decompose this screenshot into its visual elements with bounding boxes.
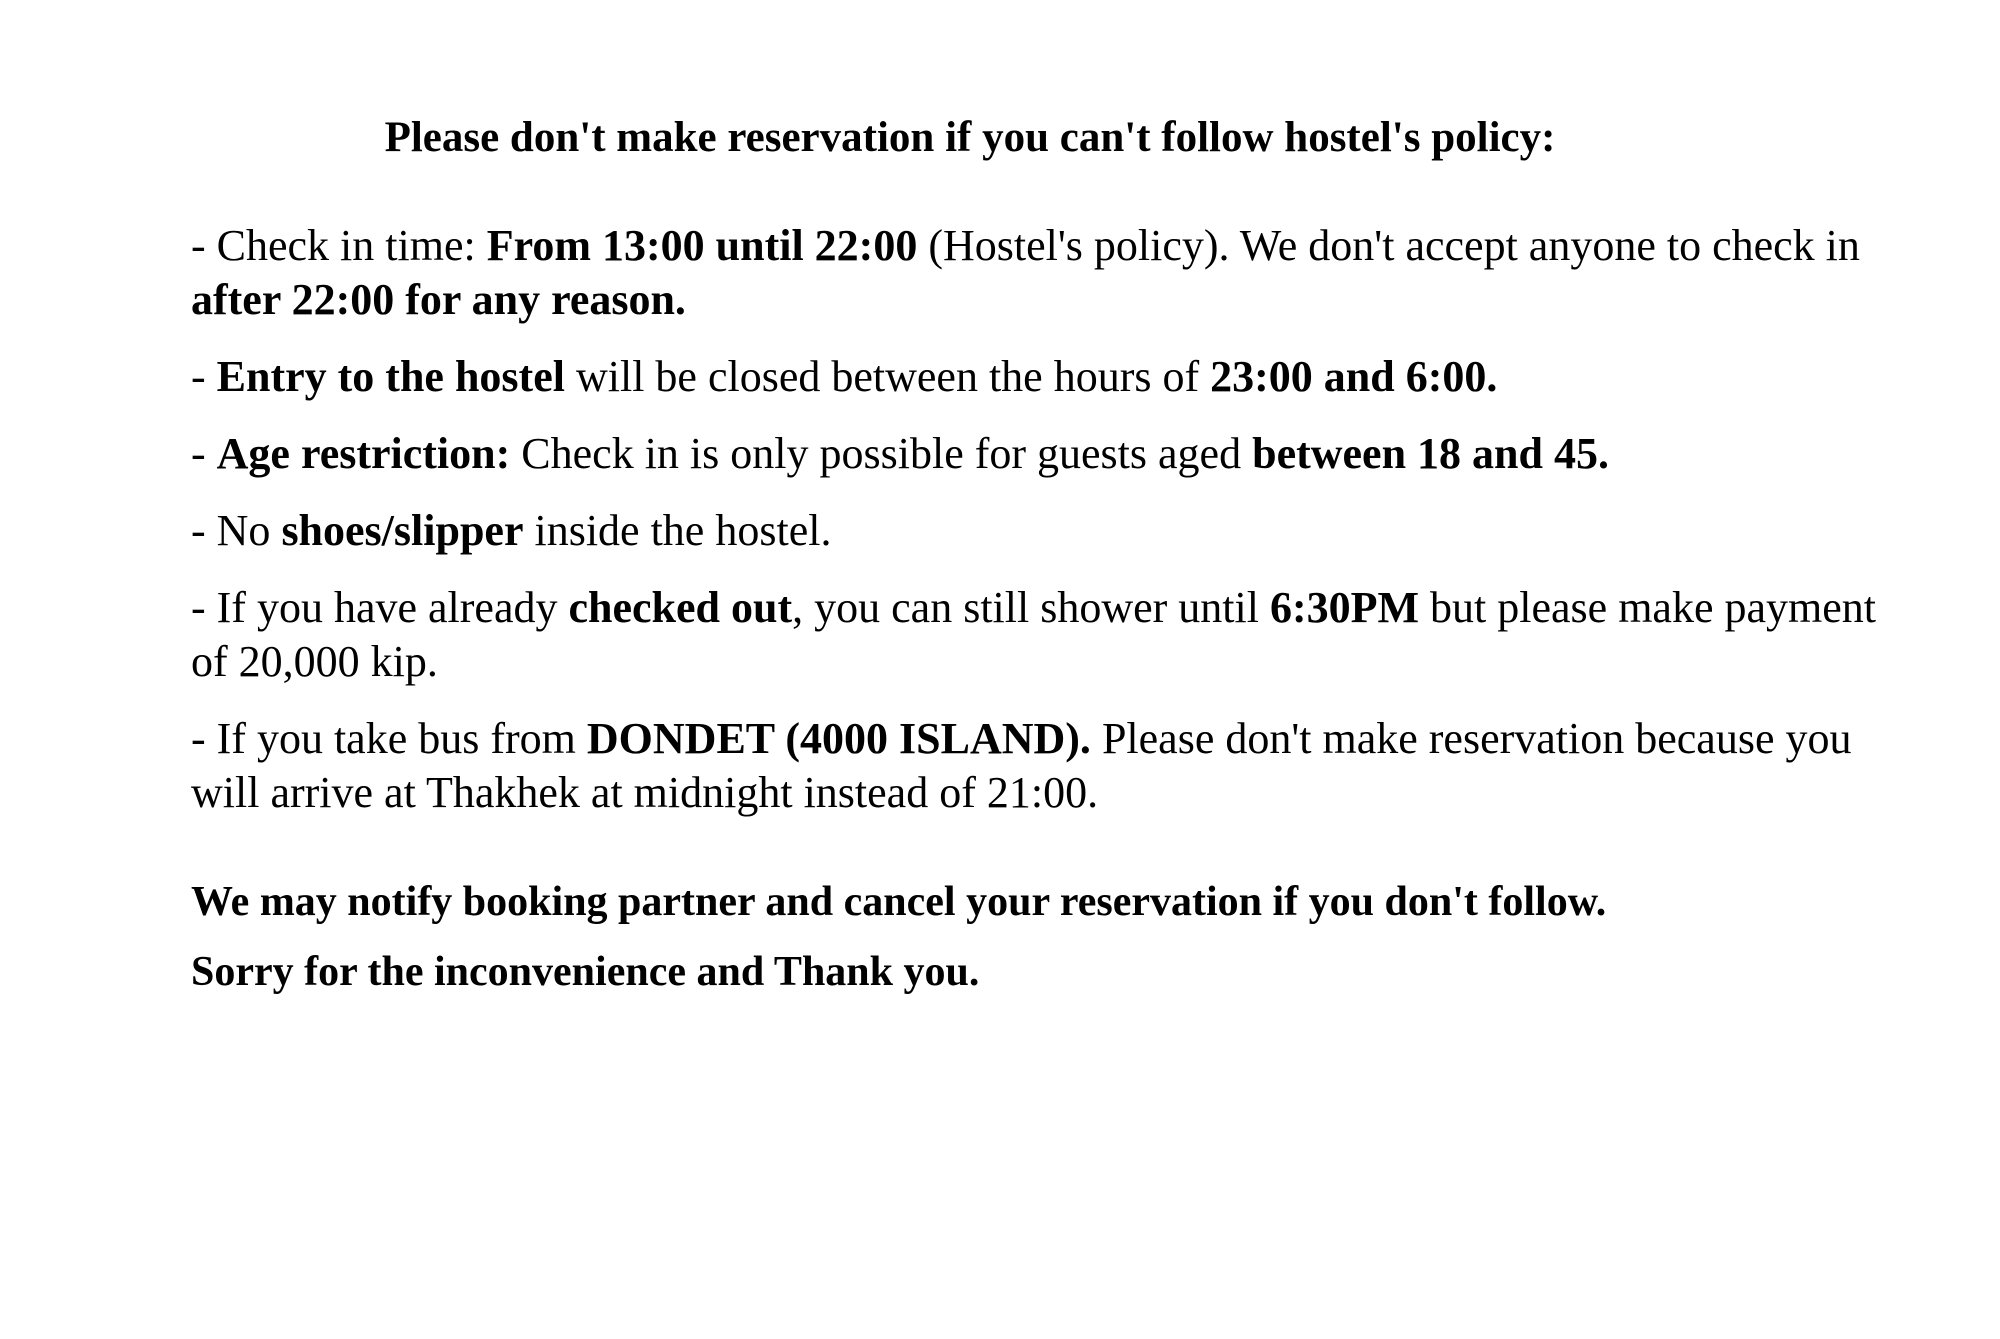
rule-shower-after-checkout	[191, 581, 1891, 689]
rule-dondet-bus	[191, 712, 1891, 820]
rule-emphasis: DONDET (4000 ISLAND).	[586, 714, 1091, 763]
rule-text: Check in is only possible for guests aged	[510, 429, 1253, 478]
rule-text: (Hostel's policy). We don't accept anyone to check in	[917, 221, 1860, 270]
rule-text: - If you take bus from	[191, 714, 587, 763]
policy-rules-list	[191, 219, 1891, 843]
rule-text: , you can still shower until	[792, 583, 1270, 632]
rule-no-shoes	[191, 504, 1891, 558]
rule-emphasis: Entry to the hostel	[216, 352, 565, 401]
rule-text: will be closed between the hours of	[564, 352, 1211, 401]
rule-emphasis: 6:30PM	[1269, 583, 1420, 632]
rule-emphasis: shoes/slipper	[281, 506, 524, 555]
rule-text: - Check in time:	[191, 221, 487, 270]
rule-text: inside the hostel.	[523, 506, 832, 555]
rule-text: -	[191, 352, 217, 401]
rule-entry-closed	[191, 350, 1891, 404]
rule-text: - If you have already	[191, 583, 569, 632]
closing-warning: We may notify booking partner and cancel your reservation if you don't follow.	[191, 879, 1607, 925]
rule-emphasis: after 22:00 for any reason.	[191, 275, 686, 324]
rule-check-in-time	[191, 219, 1891, 327]
rule-emphasis: From 13:00 until 22:00	[486, 221, 918, 270]
rule-age-restriction	[191, 427, 1891, 481]
rule-emphasis: checked out	[568, 583, 793, 632]
closing-thanks: Sorry for the inconvenience and Thank you.	[191, 949, 980, 995]
rule-text: - No	[191, 506, 282, 555]
rule-emphasis: Age restriction:	[216, 429, 511, 478]
rule-text: -	[191, 429, 217, 478]
rule-emphasis: between 18 and 45.	[1252, 429, 1609, 478]
rule-text: Please don't make reservation because you will arrive at Thakhek at midnight instead of 21:00.	[191, 714, 1852, 817]
notice-title: Please don't make reservation if you can't follow hostel's policy:	[384, 114, 1556, 161]
rule-emphasis: 23:00 and 6:00.	[1210, 352, 1498, 401]
rule-text: but please make payment of 20,000 kip.	[191, 583, 1876, 686]
